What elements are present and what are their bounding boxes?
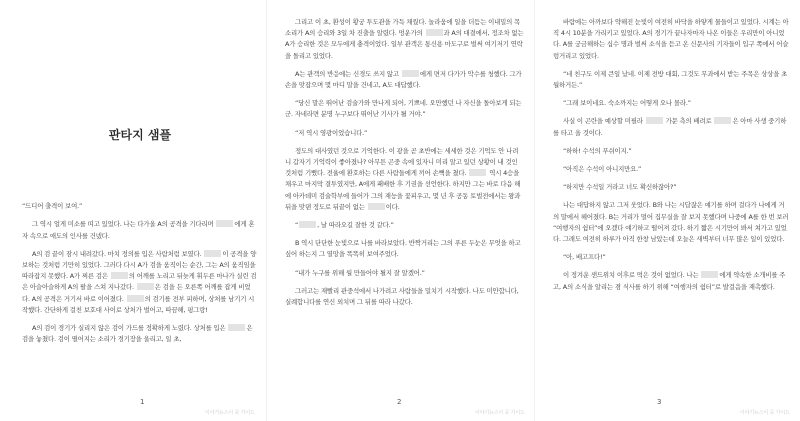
redacted-name-box [127,295,144,302]
redacted-name-box [216,220,233,227]
paragraph: B 역시 단단한 눈빛으로 나를 바라보았다. 반짝거리는 그의 푸른 두눈은 무엇을 하고 싶어 하는지 그 열망을 똑똑히 보여주었다. [285,239,521,259]
paragraph: 그러고는 재빨리 관중석에서 나가려고 사람들을 밀치기 시작했다. 나도 미안합니다, 실례합니다를 연신 외치며 그 뒤를 따라 나갔다. [285,286,519,307]
watermark: 이야기뉴스이 곳 가이드 [205,410,255,416]
document-title: 판타지 샘플 [108,128,172,142]
paragraph: A의 검 끝이 잠시 내려갔다. 마치 정의를 입은 사람처럼 보였다. 이 공격을 양보하는 것처럼 기만히 있었다. 그러다 다시 A가 검을 움직이는 순간, 그는 A의 움직임을 따라잡지 못했다. A가 찌른 검은 의 어깨를 노리고 뒤늦게 휘두른 마나가 실린 검은 아슬아슬하게 A의 팔을 스쳐 지나갔다. 은 검을 든 오른쪽 어깨를 잡게 비었다. A의 공격은 거기서 바로 이어졌다. 의 검기를 전부 피하며, 상처를 남기기 시작했다. 간단하게 걸친 보호대 사이로 상처가 벌어고, 따끔해, 핑그랑! [22,249,257,314]
paragraph: 사실 이 곤란을 예상할 미필라 가문 측의 배려로 은 아마 사생 중기하를 타고 올 것이다. [553,117,787,137]
paragraph: “내가 누구를 위해 월 만들어야 될지 잘 알겠어.” [295,268,425,277]
page-3-body [553,17,790,293]
page-number: 2 [397,398,402,406]
redacted-name-box [228,324,245,331]
redacted-name-box [701,271,718,278]
paragraph: “아, 배고프다!” [563,253,606,262]
watermark: 이야기뉴스이 곳 가이드 [740,410,790,416]
paragraph: “저 역시 영광이었습니다.” [295,128,368,137]
paragraph: “드디어 출격이 보여.” [22,202,83,211]
paragraph: “하하! 수석의 푸쉬이지.” [563,146,632,155]
page-1-body [22,201,258,345]
redacted-name-box [469,169,486,176]
paragraph: 바람에는 아까보다 약해진 눈빛이 여전히 바닥을 하얗게 물들이고 있었다. 시계는 아직 4시 10분을 가리키고 있었다. A의 경기가 끝나자마자 나온 이들은 우리만이 아니었다. A를 궁금해하는 십수 명과 벌써 소식을 듣고 온 신문사의 기자들이 입구 쪽에서 어슬렁거리고 있었다. [553,18,789,60]
page-number: 3 [657,398,662,406]
paragraph: 그 역시 얼게 미소를 띠고 있었다. 나는 다가올 A의 공격을 기다리며 에게 혼자 속으로 애도의 인사를 건넸다. [22,220,255,240]
paragraph: “ , 날 따라오길 잘한 것 같다.” [295,221,394,230]
redacted-name-box [299,221,316,228]
redacted-name-box [714,117,731,124]
paragraph: “네 친구도 이제 큰일 났네. 이제 전방 대회, 그것도 무과에서 받는 주목은 상상을 초월하거든.” [553,69,788,90]
paragraph: 정도의 대사였던 것으로 기억한다. 이 광을 곧 초반에는 세세한 것은 기억도 안 나려니 갑자기 기억력이 좋아졌나? 아무튼 곤중 속에 있자니 미리 알고 있던 상황이 내 것인 것처럼 기뻤다. 전율에 환호하는 다른 사람들에게 끼어 손뼉을 쳤다. 역시 4승을 채우고 마지막 결투였지만, A에게 패배한 후 기권을 선언한다. 하지만 그는 바로 다음 해에 아카데미 검술학부에 들어가 그의 재능을 꽃피우고, 몇 년 후 공동 토벌전에서는 왕과 뒤을 맞댄 정도로 뒤끝이 없는 이다. [285,146,521,211]
paragraph: A의 검이 경기가 실리지 않은 검이 가드를 정확하게 노렸다. 상처를 입은 은 검을 놓쳤다. 검이 떨어지는 소리가 경기장을 울리고, 일 초, [22,324,253,344]
paragraph: “아직은 수석이 아니지만요.” [563,165,642,174]
redacted-name-box [368,203,385,210]
redacted-name-box [204,250,221,257]
page-1 [0,0,266,421]
redacted-name-box [402,70,419,77]
redacted-name-box [646,117,663,124]
page-number: 1 [140,398,145,406]
redacted-name-box [111,272,128,279]
redacted-name-box [137,283,154,290]
paragraph: “그래 보이네요. 숙소까지는 어떻게 오나 몰라.” [563,99,691,108]
page-2-body [285,17,524,308]
paragraph: 나는 대답하지 않고 그저 웃었다. B와 나는 시답잖은 얘기를 하며 걸다가 나에게 거의 말에서 헤어졌다. B는 거리가 멀어 집무실을 잘 보지 못했다며 나중에 A를 한 번 보러 “여행자의 쉼터”에 오겠다 얘기하고 떨어져 갔다. 하기 짧은 시기만이 봐서 쳐가고 있었다. 그래도 여전히 하루가 아직 한창 남았는데 오늘은 새벽부터 너무 많은 일이 있었다. [553,201,789,244]
page-2 [266,0,534,421]
paragraph: “당신 말은 뛰어난 검술가와 만나게 되어, 기쁘네. 오만했던 나 자신을 돌아보게 되는군. 자네라면 분명 누구보다 뛰어난 기사가 될 거야.” [285,99,522,119]
page-3 [534,0,800,421]
watermark: 이야기뉴스이 곳 가이드 [475,410,525,416]
paragraph: “하지만 수석일 거라고 너도 확신하잖아?” [563,183,677,192]
paragraph: 이 정겨운 샌드위치 이후로 먹은 것이 없었다. 나는 에게 약속한 소개비를 주고, A의 소식을 알리는 겸 식사를 하기 위해 “여행자의 쉼터”로 발걸음을 재촉했다. [553,271,786,291]
redacted-name-box [426,29,443,36]
paragraph: A는 관객의 반응에는 신경도 쓰지 않고 에게 면저 다가가 악수를 청했다. 그가 손을 맞잡으며 몇 마디 말을 건네고, A도 대답했다. [285,69,522,90]
paragraph: 그리고 이 초, 환성이 황궁 투도관을 가득 채웠다. 놀라움에 일을 더듬는 이내밀의 목소리가 A의 승리와 3일 차 진출을 알렸다. 멍운가의 과 A의 대결에서, 정조차 없는 A가 승리한 것은 모두에게 충격이었다. 일부 관객은 통신용 마도구로 벌써 여기저기 연락을 돌리고 있었다. [285,18,524,60]
